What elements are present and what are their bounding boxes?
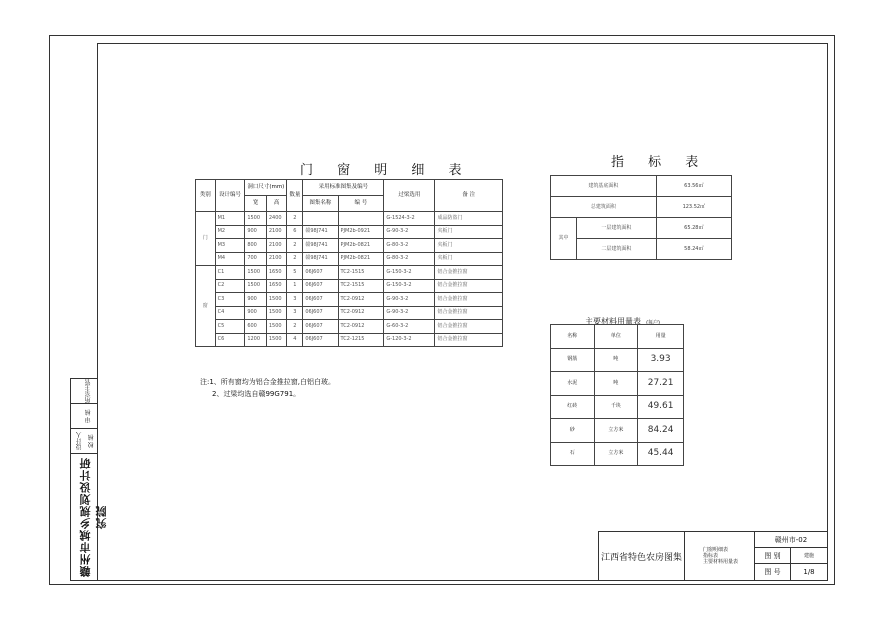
cell-code: C6 bbox=[215, 333, 245, 347]
director-label: 所室主管 bbox=[85, 379, 92, 404]
institute-name: 赣州市城乡规划设计研究院 bbox=[79, 457, 108, 577]
cell-height: 1500 bbox=[266, 320, 286, 334]
table-row bbox=[196, 293, 503, 307]
material-unit: 吨 bbox=[594, 348, 638, 372]
material-unit: 千块 bbox=[594, 395, 638, 419]
cell-height: 1500 bbox=[266, 293, 286, 307]
atlas-name: 江西省特色农房图集 bbox=[599, 532, 685, 580]
index-value: 63.56㎡ bbox=[656, 176, 731, 197]
cell-height: 2100 bbox=[266, 252, 286, 266]
cell-atlas: 06J607 bbox=[303, 279, 338, 293]
sheet-value: 1/8 bbox=[803, 568, 815, 576]
group-label-door: 门 bbox=[196, 212, 216, 266]
cell-lintel: G-90-3-2 bbox=[384, 225, 435, 239]
cell-width: 700 bbox=[245, 252, 267, 266]
cell-qty: 4 bbox=[287, 333, 303, 347]
header-category: 类别 bbox=[196, 180, 216, 212]
cell-num: TC2-0912 bbox=[338, 320, 384, 334]
cell-atlas bbox=[303, 212, 338, 226]
table-row bbox=[196, 320, 503, 334]
cell-lintel: G-60-3-2 bbox=[384, 320, 435, 334]
header-opening-size: 洞口尺寸(mm) bbox=[245, 180, 287, 196]
cell-qty: 3 bbox=[287, 293, 303, 307]
cell-num: TC2-0912 bbox=[338, 306, 384, 320]
table-row bbox=[196, 266, 503, 280]
checker-label: 校 核 bbox=[88, 434, 95, 449]
drawing-code: 赣州市-02 bbox=[755, 532, 827, 548]
cell-code: C1 bbox=[215, 266, 245, 280]
cell-atlas: 06J607 bbox=[303, 306, 338, 320]
cell-num: TC2-1515 bbox=[338, 266, 384, 280]
index-label: 建筑基底面积 bbox=[551, 176, 657, 197]
cell-code: C5 bbox=[215, 320, 245, 334]
table-row bbox=[196, 333, 503, 347]
director-cell bbox=[71, 379, 98, 404]
cell-code: M3 bbox=[215, 239, 245, 253]
cell-lintel: G-150-3-2 bbox=[384, 279, 435, 293]
door-window-table bbox=[195, 179, 503, 347]
cell-height: 1500 bbox=[266, 306, 286, 320]
table-row bbox=[551, 395, 684, 419]
cell-code: M2 bbox=[215, 225, 245, 239]
reviewer-label: 审 核 bbox=[85, 409, 92, 424]
cell-num: TC2-1515 bbox=[338, 279, 384, 293]
cell-lintel: G-1524-3-2 bbox=[384, 212, 435, 226]
cell-qty: 3 bbox=[287, 306, 303, 320]
cell-note: 铝合金推拉窗 bbox=[435, 333, 503, 347]
table-row bbox=[196, 212, 503, 226]
table-row bbox=[551, 197, 732, 218]
index-table-title: 指 标 表 bbox=[611, 155, 709, 170]
cell-width: 900 bbox=[245, 225, 267, 239]
material-unit: 立方米 bbox=[594, 419, 638, 443]
cell-height: 1500 bbox=[266, 333, 286, 347]
content-list bbox=[685, 532, 755, 580]
institute-cell bbox=[71, 454, 108, 580]
cell-note: 铝合金推拉窗 bbox=[435, 320, 503, 334]
material-name: 红砖 bbox=[551, 395, 595, 419]
content-line: 指标表 bbox=[703, 553, 719, 559]
cell-lintel: G-80-3-2 bbox=[384, 252, 435, 266]
cell-note: 铝合金推拉窗 bbox=[435, 293, 503, 307]
cell-code: C3 bbox=[215, 293, 245, 307]
index-label: 一层建筑面积 bbox=[577, 218, 657, 239]
material-name: 钢筋 bbox=[551, 348, 595, 372]
cell-height: 2100 bbox=[266, 225, 286, 239]
cell-lintel: G-90-3-2 bbox=[384, 293, 435, 307]
cell-note: 铝合金推拉窗 bbox=[435, 306, 503, 320]
table-row bbox=[551, 442, 684, 466]
header-design-code: 设计编号 bbox=[215, 180, 245, 212]
cell-qty: 2 bbox=[287, 212, 303, 226]
cell-lintel: G-120-3-2 bbox=[384, 333, 435, 347]
cell-num: TC2-1215 bbox=[338, 333, 384, 347]
materials-header: 用量 bbox=[638, 325, 684, 349]
header-atlas-name: 图集名称 bbox=[303, 196, 338, 212]
cell-note: 铝合金推拉窗 bbox=[435, 266, 503, 280]
header-lintel: 过梁选用 bbox=[384, 180, 435, 212]
signature-strip bbox=[70, 378, 108, 581]
index-value: 123.52㎡ bbox=[656, 197, 731, 218]
cell-atlas: 赣98J741 bbox=[303, 225, 338, 239]
cell-atlas: 06J607 bbox=[303, 266, 338, 280]
cell-qty: 6 bbox=[287, 225, 303, 239]
designer-cell bbox=[71, 429, 98, 454]
table-row bbox=[551, 419, 684, 443]
materials-header: 单位 bbox=[594, 325, 638, 349]
sheet-label: 图 号 bbox=[755, 564, 791, 580]
cell-width: 1500 bbox=[245, 212, 267, 226]
header-width: 宽 bbox=[245, 196, 267, 212]
table-row bbox=[196, 239, 503, 253]
cell-height: 2100 bbox=[266, 239, 286, 253]
cell-note: 成品防盗门 bbox=[435, 212, 503, 226]
cell-qty: 2 bbox=[287, 320, 303, 334]
door-window-title: 门 窗 明 细 表 bbox=[300, 163, 472, 178]
header-remarks: 备 注 bbox=[435, 180, 503, 212]
cell-height: 1650 bbox=[266, 266, 286, 280]
material-name: 砂 bbox=[551, 419, 595, 443]
table-row bbox=[551, 348, 684, 372]
group-label-window: 窗 bbox=[196, 266, 216, 347]
materials-table bbox=[550, 324, 684, 466]
cell-height: 1650 bbox=[266, 279, 286, 293]
materials-title: 主要材料用量表 bbox=[585, 317, 641, 326]
materials-header: 名称 bbox=[551, 325, 595, 349]
index-label: 总建筑面积 bbox=[551, 197, 657, 218]
title-block bbox=[598, 531, 828, 581]
cell-atlas: 06J607 bbox=[303, 293, 338, 307]
material-name: 石 bbox=[551, 442, 595, 466]
cell-atlas: 06J607 bbox=[303, 333, 338, 347]
content-line: 门窗明细表 bbox=[703, 547, 729, 553]
table-row bbox=[196, 225, 503, 239]
index-table bbox=[550, 175, 732, 260]
material-qty: 45.44 bbox=[638, 442, 684, 466]
designer-label: 设计人 bbox=[76, 432, 83, 451]
table-row bbox=[551, 218, 732, 239]
cell-width: 1500 bbox=[245, 279, 267, 293]
cell-qty: 2 bbox=[287, 239, 303, 253]
table-row bbox=[551, 372, 684, 396]
header-quantity: 数量 bbox=[287, 180, 303, 212]
table-row bbox=[196, 279, 503, 293]
cell-code: M1 bbox=[215, 212, 245, 226]
cell-lintel: G-90-3-2 bbox=[384, 306, 435, 320]
cell-num: PJM2b-0821 bbox=[338, 252, 384, 266]
material-qty: 27.21 bbox=[638, 372, 684, 396]
table-header-row bbox=[551, 325, 684, 349]
material-name: 水泥 bbox=[551, 372, 595, 396]
material-qty: 84.24 bbox=[638, 419, 684, 443]
cell-num: PJM2b-0921 bbox=[338, 225, 384, 239]
content-line: 主要材料用量表 bbox=[703, 559, 739, 565]
cell-atlas: 06J607 bbox=[303, 320, 338, 334]
cell-num bbox=[338, 212, 384, 226]
cell-qty: 5 bbox=[287, 266, 303, 280]
cell-note: 夹板门 bbox=[435, 225, 503, 239]
header-atlas-code: 编 号 bbox=[338, 196, 384, 212]
index-value: 65.28㎡ bbox=[656, 218, 731, 239]
cell-num: PJM2b-0821 bbox=[338, 239, 384, 253]
reviewer-cell bbox=[71, 404, 98, 429]
cell-width: 600 bbox=[245, 320, 267, 334]
cell-width: 1200 bbox=[245, 333, 267, 347]
material-unit: 立方米 bbox=[594, 442, 638, 466]
material-qty: 49.61 bbox=[638, 395, 684, 419]
cell-note: 夹板门 bbox=[435, 239, 503, 253]
index-value: 58.24㎡ bbox=[656, 239, 731, 260]
table-row bbox=[551, 239, 732, 260]
note-line-1: 注:1、所有窗均为铝合金推拉窗,白铝白玻。 bbox=[200, 378, 336, 386]
note-line-2: 2、过梁均选自赣99G791。 bbox=[212, 390, 301, 398]
header-height: 高 bbox=[266, 196, 286, 212]
table-row bbox=[196, 306, 503, 320]
cell-qty: 2 bbox=[287, 252, 303, 266]
cell-height: 2400 bbox=[266, 212, 286, 226]
cell-num: TC2-0912 bbox=[338, 293, 384, 307]
cell-width: 1500 bbox=[245, 266, 267, 280]
cell-note: 夹板门 bbox=[435, 252, 503, 266]
materials-title-suffix: (每户) bbox=[646, 320, 660, 326]
cell-note: 铝合金推拉窗 bbox=[435, 279, 503, 293]
cell-width: 900 bbox=[245, 306, 267, 320]
cell-lintel: G-80-3-2 bbox=[384, 239, 435, 253]
cell-code: M4 bbox=[215, 252, 245, 266]
cell-atlas: 赣98J741 bbox=[303, 239, 338, 253]
index-group-label: 其中 bbox=[551, 218, 577, 260]
category-label: 图 别 bbox=[755, 548, 791, 564]
material-unit: 吨 bbox=[594, 372, 638, 396]
cell-atlas: 赣98J741 bbox=[303, 252, 338, 266]
cell-code: C4 bbox=[215, 306, 245, 320]
index-label: 二层建筑面积 bbox=[577, 239, 657, 260]
cell-code: C2 bbox=[215, 279, 245, 293]
cell-width: 800 bbox=[245, 239, 267, 253]
table-row bbox=[551, 176, 732, 197]
cell-width: 900 bbox=[245, 293, 267, 307]
material-qty: 3.93 bbox=[638, 348, 684, 372]
table-row bbox=[196, 252, 503, 266]
header-standard-atlas: 采用标准图集及编号 bbox=[303, 180, 384, 196]
cell-qty: 1 bbox=[287, 279, 303, 293]
cell-lintel: G-150-3-2 bbox=[384, 266, 435, 280]
category-value: 建施 bbox=[791, 548, 827, 564]
